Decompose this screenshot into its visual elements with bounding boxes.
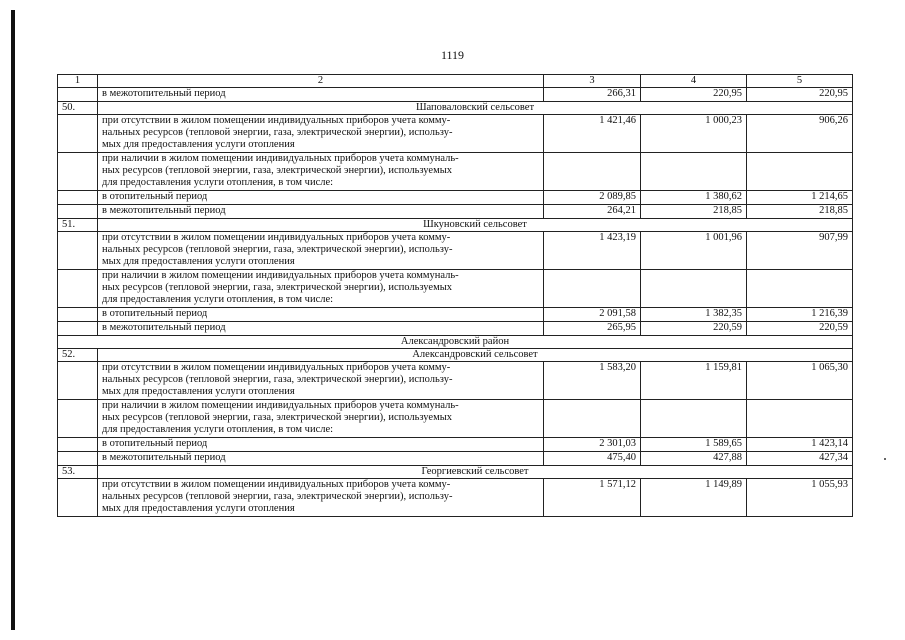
value-col-4: 1 159,81	[641, 362, 747, 400]
value-col-5	[747, 270, 853, 308]
row-number-cell	[58, 115, 98, 153]
table-row	[58, 400, 853, 438]
row-description: в межотопительный период	[98, 88, 544, 102]
row-number-cell	[58, 438, 98, 452]
value-col-4: 427,88	[641, 452, 747, 466]
section-title: Шаповаловский сельсовет	[98, 102, 853, 115]
col-header-1: 1	[58, 75, 98, 88]
value-col-5: 1 214,65	[747, 191, 853, 205]
value-col-4: 1 589,65	[641, 438, 747, 452]
scan-edge-mark	[11, 10, 15, 630]
value-col-5: 1 423,14	[747, 438, 853, 452]
value-col-4: 220,59	[641, 322, 747, 336]
row-number-cell	[58, 362, 98, 400]
column-header-row	[58, 75, 853, 88]
section-number: 53.	[58, 466, 98, 479]
section-row	[58, 219, 853, 232]
col-header-4: 4	[641, 75, 747, 88]
col-header-3: 3	[544, 75, 641, 88]
value-col-4: 218,85	[641, 205, 747, 219]
section-title: Георгиевский сельсовет	[98, 466, 853, 479]
row-description: в межотопительный период	[98, 322, 544, 336]
value-col-4: 1 001,96	[641, 232, 747, 270]
table-row	[58, 362, 853, 400]
value-col-3: 475,40	[544, 452, 641, 466]
value-col-3: 2 089,85	[544, 191, 641, 205]
value-col-3: 264,21	[544, 205, 641, 219]
value-col-5: 220,95	[747, 88, 853, 102]
value-col-4: 1 149,89	[641, 479, 747, 517]
value-col-4: 1 000,23	[641, 115, 747, 153]
value-col-5: 906,26	[747, 115, 853, 153]
row-description: в отопительный период	[98, 308, 544, 322]
value-col-5	[747, 153, 853, 191]
row-description: в межотопительный период	[98, 452, 544, 466]
row-description: при наличии в жилом помещении индивидуальных приборов учета коммуналь- ных ресурсов (тепловой энергии, газа, электрической энергии), используемых для предоставления услуги отопления, в том числе:	[98, 270, 544, 308]
value-col-5: 1 055,93	[747, 479, 853, 517]
value-col-5: 427,34	[747, 452, 853, 466]
table-row	[58, 479, 853, 517]
row-description: при отсутствии в жилом помещении индивидуальных приборов учета комму- нальных ресурсов (тепловой энергии, газа, электрической энергии), использу- мых для предоставления услуги отопления	[98, 362, 544, 400]
row-number-cell	[58, 88, 98, 102]
value-col-3: 1 421,46	[544, 115, 641, 153]
table-row	[58, 191, 853, 205]
value-col-3: 1 583,20	[544, 362, 641, 400]
row-description: в отопительный период	[98, 438, 544, 452]
row-number-cell	[58, 191, 98, 205]
value-col-3: 2 301,03	[544, 438, 641, 452]
table-row	[58, 153, 853, 191]
value-col-5	[747, 400, 853, 438]
section-number: 50.	[58, 102, 98, 115]
row-description: при отсутствии в жилом помещении индивидуальных приборов учета комму- нальных ресурсов (тепловой энергии, газа, электрической энергии), использу- мых для предоставления услуги отопления	[98, 115, 544, 153]
table-row	[58, 88, 853, 102]
value-col-3	[544, 270, 641, 308]
value-col-3: 1 423,19	[544, 232, 641, 270]
value-col-4	[641, 153, 747, 191]
value-col-3	[544, 400, 641, 438]
row-number-cell	[58, 308, 98, 322]
value-col-3	[544, 153, 641, 191]
section-number: 52.	[58, 349, 98, 362]
row-description: при отсутствии в жилом помещении индивидуальных приборов учета комму- нальных ресурсов (тепловой энергии, газа, электрической энергии), использу- мых для предоставления услуги отопления	[98, 479, 544, 517]
value-col-3: 266,31	[544, 88, 641, 102]
col-header-5: 5	[747, 75, 853, 88]
table-row	[58, 438, 853, 452]
row-number-cell	[58, 153, 98, 191]
row-number-cell	[58, 452, 98, 466]
section-row	[58, 349, 853, 362]
table-body	[58, 88, 853, 517]
value-col-4: 1 380,62	[641, 191, 747, 205]
value-col-4: 1 382,35	[641, 308, 747, 322]
table-row	[58, 308, 853, 322]
value-col-5: 1 216,39	[747, 308, 853, 322]
row-number-cell	[58, 205, 98, 219]
value-col-5: 218,85	[747, 205, 853, 219]
section-number: 51.	[58, 219, 98, 232]
section-title: Шкуновский сельсовет	[98, 219, 853, 232]
row-description: при отсутствии в жилом помещении индивидуальных приборов учета комму- нальных ресурсов (тепловой энергии, газа, электрической энергии), использу- мых для предоставления услуги отопления	[98, 232, 544, 270]
row-number-cell	[58, 270, 98, 308]
row-number-cell	[58, 479, 98, 517]
value-col-4	[641, 270, 747, 308]
row-description: при наличии в жилом помещении индивидуальных приборов учета коммуналь- ных ресурсов (тепловой энергии, газа, электрической энергии), используемых для предоставления услуги отопления, в том числе:	[98, 400, 544, 438]
table-row	[58, 115, 853, 153]
section-title: Александровский сельсовет	[98, 349, 853, 362]
table-row	[58, 205, 853, 219]
scan-speck	[884, 458, 886, 460]
row-number-cell	[58, 400, 98, 438]
value-col-4	[641, 400, 747, 438]
page-number: 1119	[440, 48, 465, 62]
value-col-5: 1 065,30	[747, 362, 853, 400]
value-col-4: 220,95	[641, 88, 747, 102]
row-number-cell	[58, 232, 98, 270]
table-row	[58, 270, 853, 308]
table-row	[58, 232, 853, 270]
value-col-5: 907,99	[747, 232, 853, 270]
value-col-5: 220,59	[747, 322, 853, 336]
value-col-3: 1 571,12	[544, 479, 641, 517]
row-description: при наличии в жилом помещении индивидуальных приборов учета коммуналь- ных ресурсов (тепловой энергии, газа, электрической энергии), используемых для предоставления услуги отопления, в том числе:	[98, 153, 544, 191]
value-col-3: 2 091,58	[544, 308, 641, 322]
col-header-2: 2	[98, 75, 544, 88]
section-row	[58, 102, 853, 115]
table-row	[58, 452, 853, 466]
row-number-cell	[58, 322, 98, 336]
section-row	[58, 466, 853, 479]
district-row	[58, 336, 853, 349]
table-row	[58, 322, 853, 336]
row-description: в отопительный период	[98, 191, 544, 205]
row-description: в межотопительный период	[98, 205, 544, 219]
district-title: Александровский район	[58, 336, 853, 349]
tariff-table	[57, 74, 853, 517]
value-col-3: 265,95	[544, 322, 641, 336]
